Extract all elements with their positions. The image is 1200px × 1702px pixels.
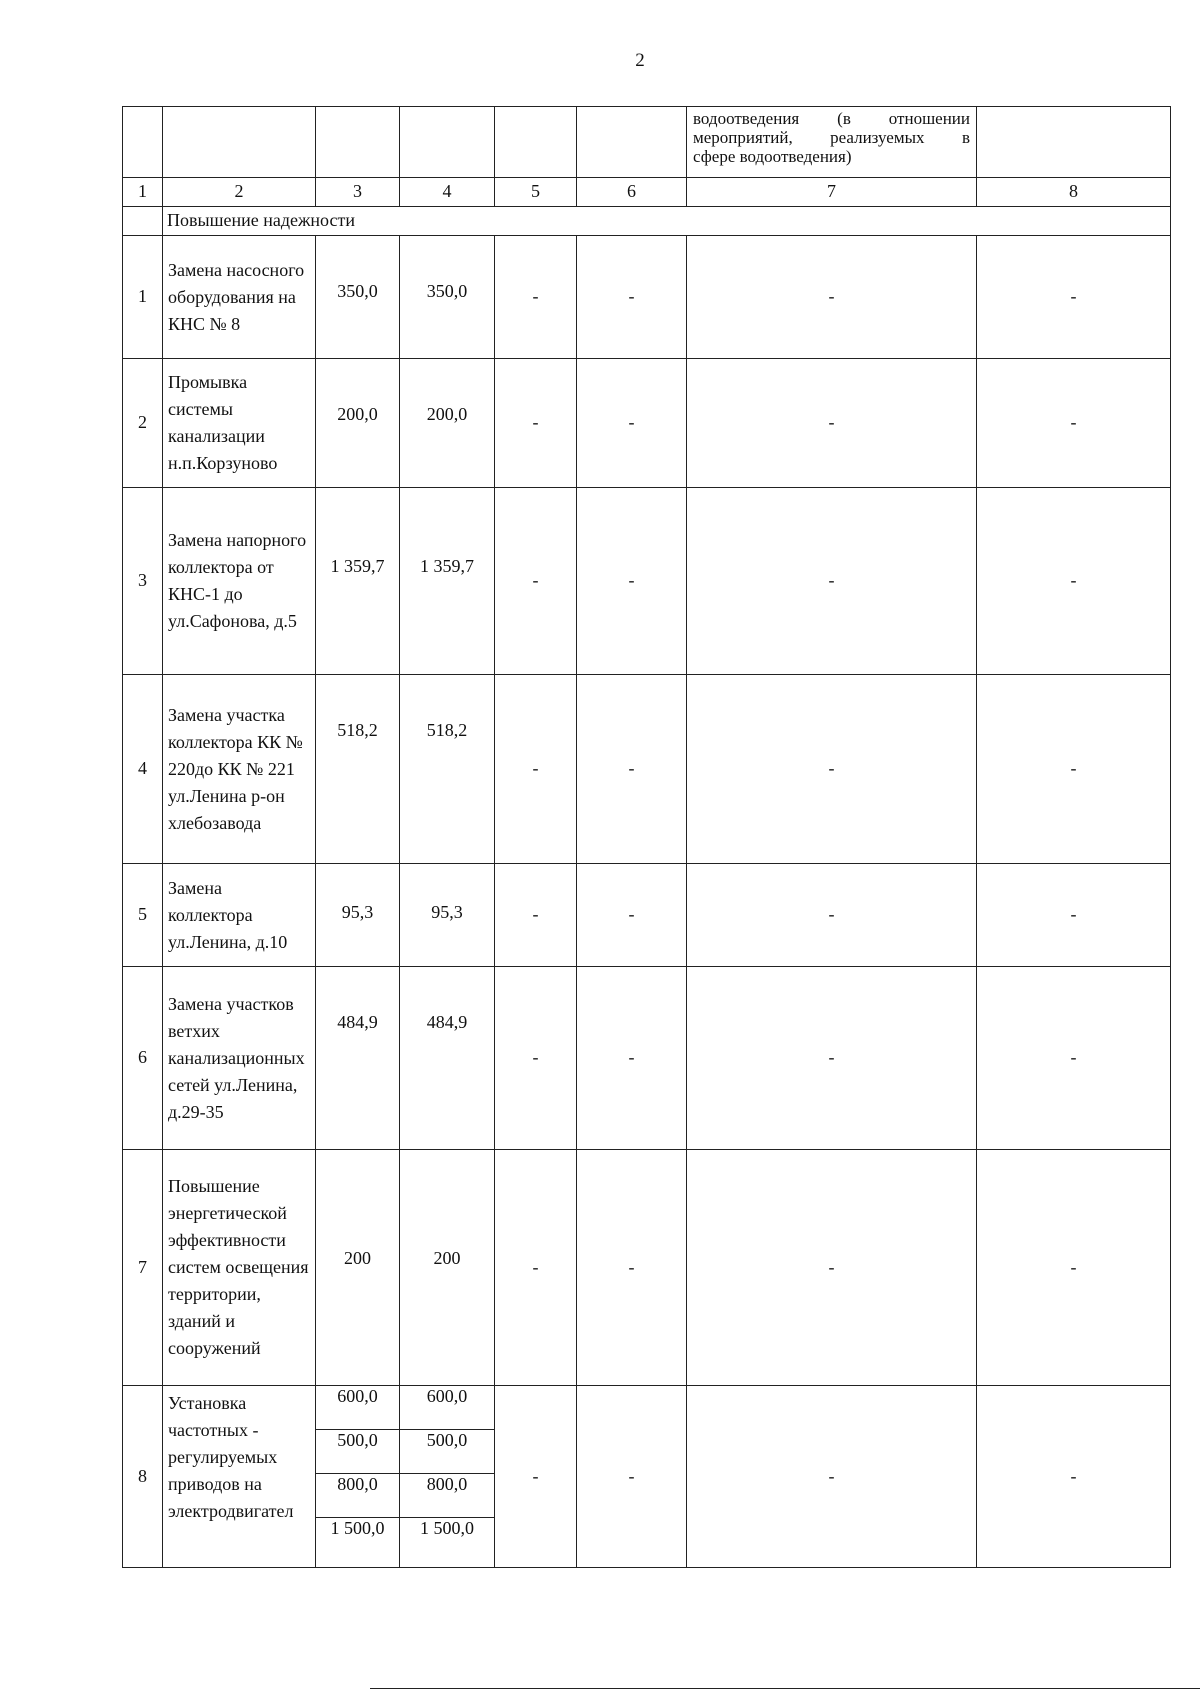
value-col4: 484,9: [400, 967, 495, 1150]
value-col3: 518,2: [316, 675, 400, 864]
value-col3: 200: [316, 1150, 400, 1386]
column-number: 2: [163, 178, 316, 207]
sub-value: 600,0: [400, 1386, 494, 1430]
value-col4: 518,2: [400, 675, 495, 864]
column-numbers-row: [123, 178, 1171, 207]
dash-col5: -: [495, 236, 577, 359]
column-number: 4: [400, 178, 495, 207]
dash-col6: -: [577, 1150, 687, 1386]
dash-col7: -: [687, 967, 977, 1150]
column-number: 1: [123, 178, 163, 207]
value-col3: 1 359,7: [316, 488, 400, 675]
dash-col8: -: [977, 1386, 1171, 1568]
value-col4-list: [400, 1386, 495, 1568]
sub-value: 500,0: [316, 1430, 399, 1474]
value-col4: 1 359,7: [400, 488, 495, 675]
sub-value: 800,0: [400, 1474, 494, 1518]
table-row: [123, 864, 1171, 967]
dash-col7: -: [687, 1386, 977, 1568]
measure-name: Замена участков ветхих канализационных сетей ул.Ленина, д.29-35: [163, 967, 316, 1150]
dash-col6: -: [577, 236, 687, 359]
table-row: [123, 1150, 1171, 1386]
column-number: 7: [687, 178, 977, 207]
table-row: [123, 488, 1171, 675]
value-col3-list: [316, 1386, 400, 1568]
value-col4: 200: [400, 1150, 495, 1386]
row-number: 5: [123, 864, 163, 967]
table-row: [123, 675, 1171, 864]
row-number: 8: [123, 1386, 163, 1568]
section-title: Повышение надежности: [163, 207, 1171, 236]
dash-col5: -: [495, 967, 577, 1150]
column-number: 6: [577, 178, 687, 207]
sub-value: 1 500,0: [330, 1518, 385, 1538]
dash-col7: -: [687, 488, 977, 675]
row-number: 4: [123, 675, 163, 864]
row-number: 7: [123, 1150, 163, 1386]
measure-name: Повышение энергетической эффективности систем освещения территории, зданий и сооружений: [163, 1150, 316, 1386]
dash-col6: -: [577, 864, 687, 967]
measure-name: Замена коллектора ул.Ленина, д.10: [163, 864, 316, 967]
table-row: [123, 359, 1171, 488]
page-number: 2: [635, 50, 645, 71]
dash-col8: -: [977, 1150, 1171, 1386]
section-row: [123, 207, 1171, 236]
dash-col6: -: [577, 359, 687, 488]
dash-col8: -: [977, 359, 1171, 488]
dash-col7: -: [687, 675, 977, 864]
row-number: 3: [123, 488, 163, 675]
dash-col8: -: [977, 967, 1171, 1150]
value-col3: 200,0: [316, 359, 400, 488]
measure-name: Установка частотных - регулируемых приводов на электродвигател: [163, 1386, 316, 1568]
value-col3: 350,0: [316, 236, 400, 359]
table-row: [123, 1386, 1171, 1568]
value-col4: 95,3: [400, 864, 495, 967]
value-col3: 95,3: [316, 864, 400, 967]
sub-value: 800,0: [316, 1474, 399, 1518]
dash-col8: -: [977, 236, 1171, 359]
dash-col7: -: [687, 864, 977, 967]
dash-col7: -: [687, 236, 977, 359]
value-col4: 200,0: [400, 359, 495, 488]
measures-table: [122, 106, 1171, 1568]
sub-value: 1 500,0: [420, 1518, 474, 1538]
dash-col6: -: [577, 967, 687, 1150]
column-number: 8: [977, 178, 1171, 207]
dash-col5: -: [495, 1150, 577, 1386]
dash-col6: -: [577, 488, 687, 675]
dash-col8: -: [977, 488, 1171, 675]
dash-col5: -: [495, 488, 577, 675]
dash-col7: -: [687, 1150, 977, 1386]
header-col7: водоотведения (в отношении мероприятий, реализуемых в сфере водоотведения): [687, 107, 977, 178]
header-row: [123, 107, 1171, 178]
dash-col8: -: [977, 864, 1171, 967]
column-number: 3: [316, 178, 400, 207]
footer-rule: [370, 1688, 1200, 1689]
dash-col7: -: [687, 359, 977, 488]
dash-col5: -: [495, 864, 577, 967]
sub-value: 500,0: [400, 1430, 494, 1474]
sub-value: 600,0: [316, 1386, 399, 1430]
column-number: 5: [495, 178, 577, 207]
value-col3: 484,9: [316, 967, 400, 1150]
row-number: 1: [123, 236, 163, 359]
dash-col5: -: [495, 675, 577, 864]
table-row: [123, 967, 1171, 1150]
dash-col6: -: [577, 1386, 687, 1568]
table-row: [123, 236, 1171, 359]
value-col4: 350,0: [400, 236, 495, 359]
measure-name: Замена участка коллектора КК № 220до КК № 221 ул.Ленина р-он хлебозавода: [163, 675, 316, 864]
row-number: 2: [123, 359, 163, 488]
measure-name: Замена напорного коллектора от КНС-1 до ул.Сафонова, д.5: [163, 488, 316, 675]
measure-name: Замена насосного оборудования на КНС № 8: [163, 236, 316, 359]
dash-col5: -: [495, 1386, 577, 1568]
dash-col6: -: [577, 675, 687, 864]
row-number: 6: [123, 967, 163, 1150]
dash-col8: -: [977, 675, 1171, 864]
dash-col5: -: [495, 359, 577, 488]
measure-name: Промывка системы канализации н.п.Корзуново: [163, 359, 316, 488]
